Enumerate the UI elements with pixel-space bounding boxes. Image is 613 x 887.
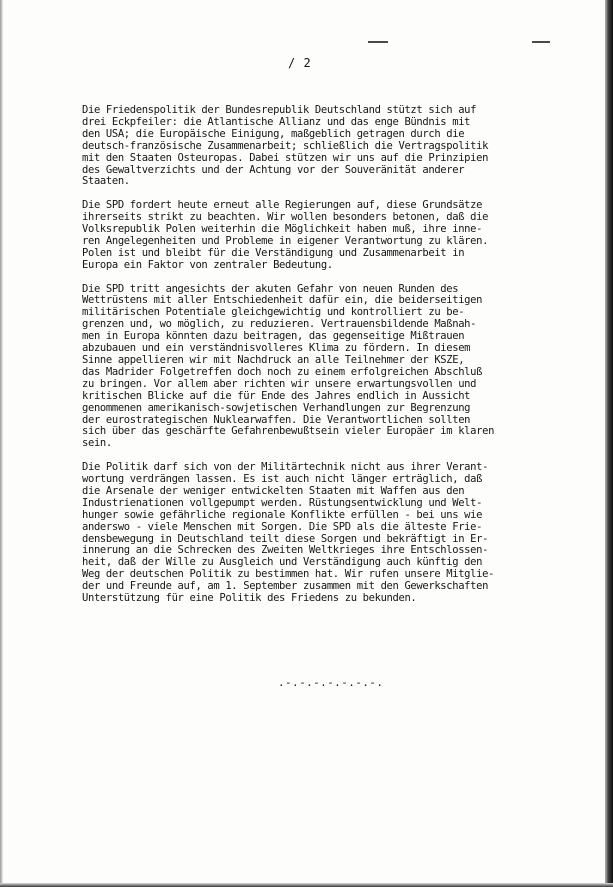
body-text <box>82 105 582 617</box>
text-line: drei Eckpfeiler: die Atlantische Allianz und das enge Bündnis mit <box>82 115 471 128</box>
text-line: ren Angelegenheiten und Probleme in eigener Verantwortung zu klären. <box>82 234 489 247</box>
text-line: abzubauen und ein verständnisvolleres Klima zu fördern. In diesem <box>82 342 471 355</box>
text-line: Weg der deutschen Politik zu bestimmen hat. Wir rufen unsere Mitglie- <box>82 568 495 581</box>
text-line: heit, daß der Wille zu Ausgleich und Verständigung auch künftig den <box>82 556 483 569</box>
text-line: mit den Staaten Osteuropas. Dabei stützen wir uns auf die Prinzipien <box>82 151 489 164</box>
text-line: genommenen amerikanisch-sowjetischen Verhandlungen zur Begrenzung <box>82 401 471 414</box>
paragraph-poland <box>82 200 582 271</box>
text-line: Wettrüstens mit aller Entschiedenheit dafür ein, die beiderseitigen <box>82 294 483 307</box>
page-number: / 2 <box>288 56 312 70</box>
paragraph-peace-policy <box>82 105 582 188</box>
text-line: Sinne appellieren wir mit Nachdruck an alle Teilnehmer der KSZE, <box>82 354 465 366</box>
text-line: des Gewaltverzichts und der Achtung vor der Souveränität anderer <box>82 163 465 176</box>
text-line: kritischen Blicke auf die für Ende des Jahres endlich in Aussicht <box>82 389 471 402</box>
paragraph-military-technology <box>82 462 582 605</box>
closing-separator: .-.-.-.-.-.-.-. <box>278 676 384 689</box>
scan-mark <box>532 41 550 43</box>
scan-edge-left <box>0 0 3 887</box>
text-line: Staaten. <box>82 175 130 188</box>
text-line: das Madrider Folgetreffen doch noch zu einem erfolgreichen Abschluß <box>82 365 483 378</box>
text-line: Unterstützung für eine Politik des Friedens zu bekunden. <box>82 592 417 605</box>
text-line: Die Politik darf sich von der Militärtechnik nicht aus ihrer Verant- <box>82 461 489 474</box>
text-line: Die SPD fordert heute erneut alle Regierungen auf, diese Grundsätze <box>82 199 483 212</box>
text-line: innerung an die Schrecken des Zweiten Weltkrieges ihre Entschlossen- <box>82 544 489 557</box>
text-line: ihrerseits strikt zu beachten. Wir wollen besonders betonen, daß die <box>82 211 489 224</box>
scan-edge-bottom <box>0 883 613 887</box>
text-line: deutsch-französische Zusammenarbeit; schließlich die Vertragspolitik <box>82 139 489 152</box>
text-line: anderswo - viele Menschen mit Sorgen. Die SPD als die älteste Frie- <box>82 520 483 533</box>
text-line: militärischen Potentiale gleichgewichtig und kontrolliert zu be- <box>82 306 465 319</box>
text-line: grenzen und, wo möglich, zu reduzieren. Vertrauensbildende Maßnah- <box>82 318 477 331</box>
text-line: densbewegung in Deutschland teilt diese Sorgen und bekräftigt in Er- <box>82 532 489 545</box>
text-line: hunger sowie gefährliche regionale Konflikte erfüllen - bei uns wie <box>82 508 483 521</box>
text-line: Industrienationen vollgepumpt werden. Rüstungsentwicklung und Welt- <box>82 496 483 509</box>
text-line: Die SPD tritt angesichts der akuten Gefahr von neuen Runden des <box>82 282 459 295</box>
text-line: der eurostrategischen Nuklearwaffen. Die Verantwortlichen sollten <box>82 413 471 426</box>
text-line: sein. <box>82 437 112 450</box>
paragraph-arms-race <box>82 284 582 451</box>
scan-edge-right <box>605 0 613 887</box>
text-line: Europa ein Faktor von zentraler Bedeutung. <box>82 258 333 271</box>
text-line: men in Europa könnten dazu beitragen, das gegenseitige Mißtrauen <box>82 330 465 343</box>
text-line: die Arsenale der weniger entwickelten Staaten mit Waffen aus den <box>82 484 465 497</box>
scan-mark <box>368 41 388 43</box>
text-line: wortung verdrängen lassen. Es ist auch nicht länger erträglich, daß <box>82 473 483 486</box>
text-line: den USA; die Europäische Einigung, maßgeblich getragen durch die <box>82 127 465 140</box>
text-line: Polen ist und bleibt für die Verständigung und Zusammenarbeit in <box>82 246 465 259</box>
text-line: der und Freunde auf, am 1. September zusammen mit den Gewerkschaften <box>82 580 489 593</box>
text-line: Volksrepublik Polen weiterhin die Möglichkeit haben muß, ihre inne- <box>82 223 483 236</box>
text-line: sich über das geschärfte Gefahrenbewußtsein vieler Europäer im klaren <box>82 425 495 438</box>
text-line: zu bringen. Vor allem aber richten wir unsere erwartungsvollen und <box>82 377 477 390</box>
text-line: Die Friedenspolitik der Bundesrepublik Deutschland stützt sich auf <box>82 104 477 116</box>
